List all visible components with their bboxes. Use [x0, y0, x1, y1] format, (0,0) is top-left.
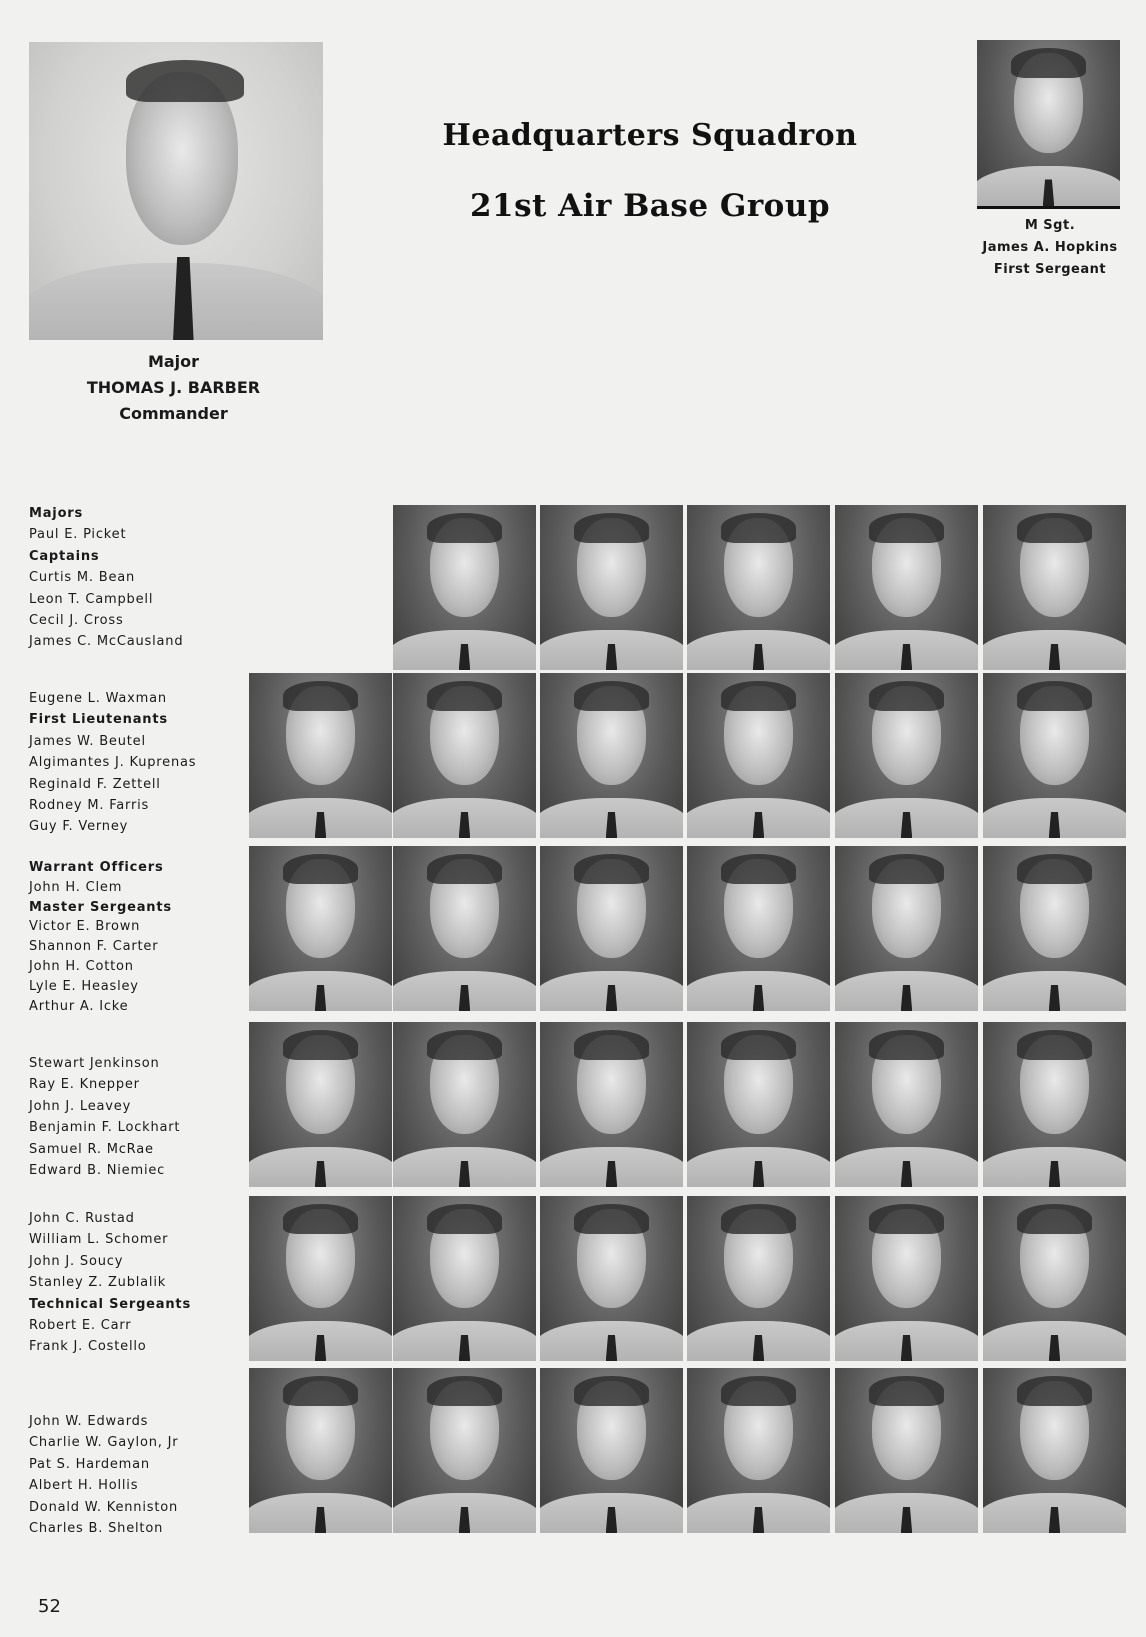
member-portrait — [835, 505, 978, 670]
roster-heading: Master Sergeants — [29, 899, 172, 915]
roster-name: Eugene L. Waxman — [29, 691, 167, 706]
roster-name: Benjamin F. Lockhart — [29, 1120, 181, 1136]
member-portrait — [835, 1196, 978, 1361]
roster-name: Edward B. Niemiec — [29, 1163, 166, 1179]
commander-role: Commander — [119, 404, 228, 423]
commander-rank: Major — [147, 352, 200, 371]
roster-name: John H. Clem — [29, 879, 123, 895]
member-portrait — [687, 1368, 830, 1533]
roster-name: Cecil J. Cross — [29, 613, 124, 629]
member-portrait — [249, 673, 392, 838]
roster-name: Victor E. Brown — [29, 919, 141, 935]
member-portrait — [835, 673, 978, 838]
member-portrait — [687, 505, 830, 670]
roster-name: Rodney M. Farris — [29, 798, 150, 814]
roster-name: Leon T. Campbell — [29, 591, 154, 607]
roster-name: Shannon F. Carter — [29, 939, 159, 955]
member-portrait — [687, 1022, 830, 1187]
commander-caption — [40, 349, 307, 427]
roster-name: Albert H. Hollis — [29, 1478, 139, 1494]
roster-group-6 — [29, 1411, 234, 1539]
page-title-line2: 21st Air Base Group — [469, 188, 831, 224]
member-portrait — [540, 1022, 683, 1187]
page-number: 52 — [38, 1596, 61, 1617]
member-portrait — [983, 673, 1126, 838]
member-portrait — [687, 846, 830, 1011]
member-portrait — [393, 1022, 536, 1187]
member-portrait — [540, 1196, 683, 1361]
roster-name: William L. Schomer — [29, 1232, 169, 1248]
member-portrait — [540, 846, 683, 1011]
roster-name: John H. Cotton — [29, 958, 134, 974]
roster-name: Stewart Jenkinson — [29, 1056, 160, 1071]
first-sergeant-rank: M Sgt. — [1024, 218, 1076, 233]
member-portrait — [983, 1196, 1126, 1361]
member-portrait — [393, 846, 536, 1011]
first-sergeant-portrait — [977, 40, 1120, 209]
roster-name: Curtis M. Bean — [29, 570, 136, 586]
roster-name: Ray E. Knepper — [29, 1077, 140, 1093]
member-portrait — [249, 1022, 392, 1187]
member-portrait — [687, 673, 830, 838]
roster-name: Paul E. Picket — [29, 527, 127, 543]
roster-name: Robert E. Carr — [29, 1318, 132, 1334]
roster-heading: Technical Sergeants — [29, 1296, 191, 1312]
roster-name: John W. Edwards — [29, 1414, 149, 1429]
member-portrait — [687, 1196, 830, 1361]
roster-name: Charlie W. Gaylon, Jr — [29, 1435, 179, 1451]
roster-heading: Majors — [29, 506, 84, 521]
first-sergeant-name: James A. Hopkins — [982, 240, 1118, 255]
roster-heading: Captains — [29, 548, 100, 564]
member-portrait — [249, 846, 392, 1011]
roster-name: John J. Soucy — [29, 1253, 124, 1269]
roster-name: Pat S. Hardeman — [29, 1456, 150, 1472]
roster-name: Stanley Z. Zublalik — [29, 1275, 167, 1291]
roster-name: Charles B. Shelton — [29, 1521, 164, 1537]
member-portrait — [393, 505, 536, 670]
member-portrait — [540, 673, 683, 838]
member-portrait — [835, 1022, 978, 1187]
roster-name: Lyle E. Heasley — [29, 978, 139, 994]
member-portrait — [983, 846, 1126, 1011]
roster-group-2 — [29, 688, 234, 838]
roster-name: Guy F. Verney — [29, 819, 129, 835]
roster-name: James W. Beutel — [29, 733, 146, 749]
roster-group-3 — [29, 858, 234, 1016]
member-portrait — [393, 673, 536, 838]
roster-name: John J. Leavey — [29, 1098, 132, 1114]
member-portrait — [249, 1196, 392, 1361]
member-portrait — [393, 1196, 536, 1361]
roster-name: John C. Rustad — [29, 1211, 135, 1226]
member-portrait — [835, 1368, 978, 1533]
page-title-line1: Headquarters Squadron — [442, 118, 858, 153]
first-sergeant-role: First Sergeant — [993, 262, 1107, 277]
roster-heading: Warrant Officers — [29, 860, 164, 875]
roster-name: Samuel R. McRae — [29, 1141, 154, 1157]
first-sergeant-caption — [960, 215, 1140, 281]
commander-portrait — [29, 42, 323, 340]
roster-name: James C. McCausland — [29, 634, 184, 650]
roster-heading: First Lieutenants — [29, 712, 168, 728]
roster-name: Algimantes J. Kuprenas — [29, 755, 197, 771]
member-portrait — [983, 1368, 1126, 1533]
commander-name: THOMAS J. BARBER — [86, 378, 261, 397]
roster-group-1 — [29, 503, 234, 653]
roster-group-5 — [29, 1208, 234, 1358]
member-portrait — [540, 1368, 683, 1533]
roster-name: Donald W. Kenniston — [29, 1499, 179, 1515]
member-portrait — [249, 1368, 392, 1533]
member-portrait — [983, 505, 1126, 670]
member-portrait — [393, 1368, 536, 1533]
member-portrait — [835, 846, 978, 1011]
member-portrait — [983, 1022, 1126, 1187]
roster-name: Frank J. Costello — [29, 1339, 147, 1355]
roster-name: Arthur A. Icke — [29, 998, 129, 1014]
roster-name: Reginald F. Zettell — [29, 776, 161, 792]
roster-group-4 — [29, 1053, 234, 1181]
member-portrait — [540, 505, 683, 670]
